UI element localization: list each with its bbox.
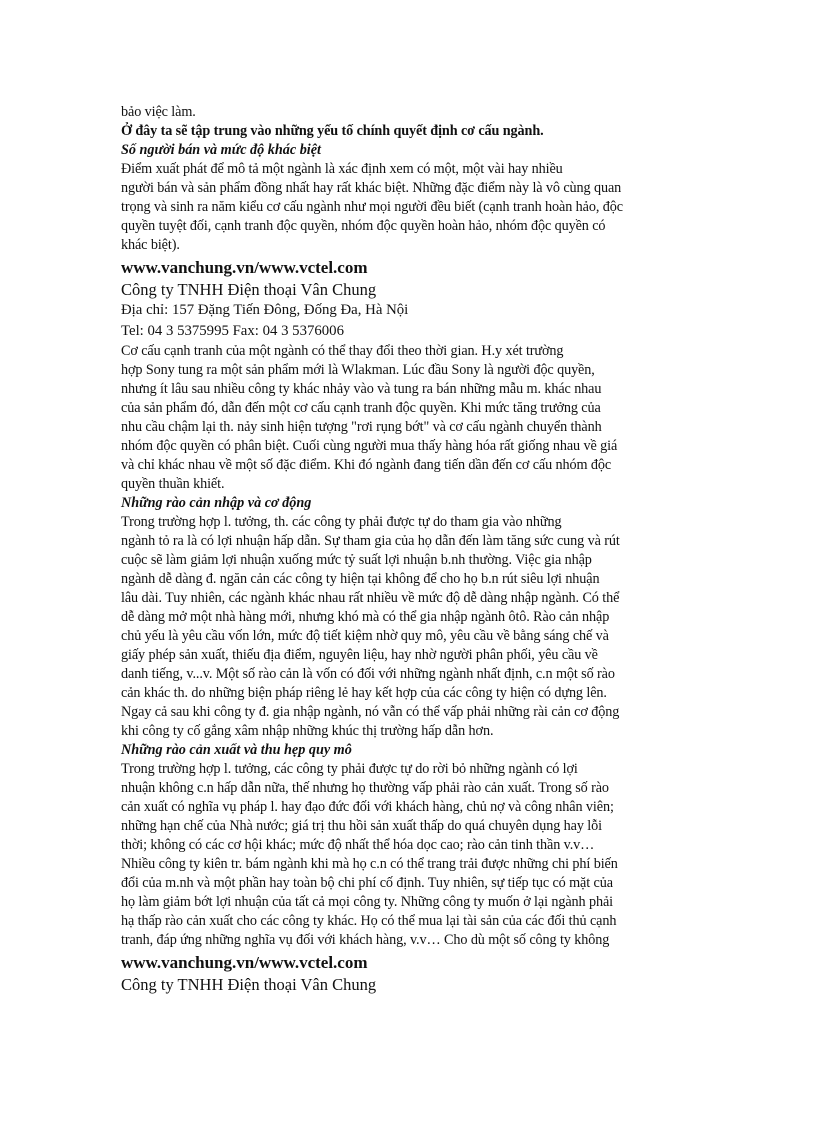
company-phone: Tel: 04 3 5375995 Fax: 04 3 5376006	[121, 323, 344, 339]
text-line: quyền thuần khiết.	[121, 476, 225, 492]
text-line: nhuận không c.n hấp dẫn nữa, thế nhưng họ thường vấp phải rào cản xuất. Trong số rào	[121, 780, 609, 796]
text-line: trọng và sinh ra năm kiểu cơ cấu ngành như mọi người đều biết (cạnh tranh hoàn hảo, độc	[121, 199, 623, 215]
text-line: Nhiều công ty kiên tr. bám ngành khi mà họ c.n có thể trang trải được những chi phí biến	[121, 856, 618, 872]
website-link-footer[interactable]: www.vanchung.vn/www.vctel.com	[121, 953, 368, 972]
text-line: ngành tỏ ra là có lợi nhuận hấp dẫn. Sự tham gia của họ dẫn đến làm tăng sức cung và rút	[121, 533, 620, 549]
text-line: khi công ty cố gắng xâm nhập những khúc thị trường hấp dẫn hơn.	[121, 723, 494, 739]
text-line: nhu cầu chậm lại th. nảy sinh hiện tượng "rơi rụng bớt" và cơ cấu ngành chuyển thành	[121, 419, 602, 435]
text-line: Cơ cấu cạnh tranh của một ngành có thể thay đổi theo thời gian. H.y xét trường	[121, 343, 564, 359]
text-line: danh tiếng, v...v. Một số rào cản là vốn có đối với những ngành nhất định, c.n một số rào	[121, 666, 615, 682]
company-name-footer: Công ty TNHH Điện thoại Vân Chung	[121, 975, 377, 994]
text-line: lâu dài. Tuy nhiên, các ngành khác nhau rất nhiều về mức độ dễ dàng nhập ngành. Có thể	[121, 590, 620, 606]
intro-line: bảo việc làm.	[121, 104, 196, 120]
section2-body	[121, 513, 701, 741]
text-line: của sản phẩm đó, dẫn đến một cơ cấu cạnh tranh độc quyền. Khi mức tăng trưởng của	[121, 400, 601, 416]
section2-heading: Những rào cản nhập và cơ động	[121, 495, 312, 511]
section1-heading: Số người bán và mức độ khác biệt	[121, 142, 321, 158]
text-line: dễ dàng mở một nhà hàng mới, nhưng khó mà có thể gia nhập ngành ôtô. Rào cản nhập	[121, 609, 610, 625]
text-line: nhưng ít lâu sau nhiều công ty khác nhảy vào và tung ra bán những mẫu m. khác nhau	[121, 381, 602, 397]
text-line: giấy phép sản xuất, thiếu địa điểm, nguyên liệu, hay nhờ người phân phối, yêu cầu về	[121, 647, 598, 663]
text-line: Trong trường hợp l. tưởng, các công ty phải được tự do rời bỏ những ngành có lợi	[121, 761, 578, 777]
text-line: Điểm xuất phát để mô tả một ngành là xác định xem có một, một vài hay nhiều	[121, 161, 563, 177]
text-line: họ làm giảm bớt lợi nhuận của tất cả mọi công ty. Những công ty muốn ở lại ngành phải	[121, 894, 614, 910]
text-line: khác biệt).	[121, 237, 180, 253]
text-line: hợp Sony tung ra một sản phẩm mới là Wlakman. Lúc đầu Sony là người độc quyền,	[121, 362, 595, 378]
text-line: những hạn chế của Nhà nước; giá trị thu hồi sản xuất thấp do quá chuyên dụng hay lỗi	[121, 818, 602, 834]
text-line: đổi của m.nh và một phần hay toàn bộ chi phí cố định. Tuy nhiên, sự tiếp tục có mặt của	[121, 875, 613, 891]
text-line: Trong trường hợp l. tưởng, th. các công ty phải được tự do tham gia vào những	[121, 514, 562, 530]
paragraph2-body	[121, 342, 701, 494]
text-line: và chỉ khác nhau về một số đặc điểm. Khi đó ngành đang tiến dần đến cơ cấu nhóm độc	[121, 457, 612, 473]
text-line: Ngay cả sau khi công ty đ. gia nhập ngành, nó vẫn có thể vấp phải những rài cản cơ động	[121, 704, 620, 720]
text-line: cản xuất có nghĩa vụ pháp l. hay đạo đức đối với khách hàng, chủ nợ và công nhân viên;	[121, 799, 614, 815]
text-line: quyền tuyệt đối, cạnh tranh độc quyền, nhóm độc quyền hoàn hảo, nhóm độc quyền có	[121, 218, 606, 234]
text-line: cản khác th. do những biện pháp riêng lẻ hay kết hợp của các công ty hiện có dựng lên.	[121, 685, 607, 701]
section3-heading: Những rào cản xuất và thu hẹp quy mô	[121, 742, 352, 758]
document-page	[121, 103, 701, 995]
text-line: tranh, đáp ứng những nghĩa vụ đối với khách hàng, v.v… Cho dù một số công ty không	[121, 932, 610, 948]
text-line: cuộc sẽ làm giảm lợi nhuận xuống mức tỷ suất lợi nhuận b.nh thường. Việc gia nhập	[121, 552, 592, 568]
text-line: hạ thấp rào cản xuất cho các công ty khác. Họ có thể mua lại tài sản của các đối thủ cạnh	[121, 913, 617, 929]
company-address: Địa chỉ: 157 Đặng Tiến Đông, Đống Đa, Hà Nội	[121, 302, 409, 318]
section3-body	[121, 760, 701, 950]
website-link[interactable]: www.vanchung.vn/www.vctel.com	[121, 258, 368, 277]
section1-body	[121, 160, 701, 255]
company-name: Công ty TNHH Điện thoại Vân Chung	[121, 280, 377, 299]
text-line: ngành dễ dàng đ. ngăn cản các công ty hiện tại không để cho họ b.n rút siêu lợi nhuận	[121, 571, 600, 587]
focus-statement: Ở đây ta sẽ tập trung vào những yếu tố chính quyết định cơ cấu ngành.	[121, 123, 544, 139]
text-line: thời; không có các cơ hội khác; mức độ nhất thể hóa dọc cao; rào cản tinh thần v.v…	[121, 837, 595, 853]
text-line: người bán và sản phẩm đồng nhất hay rất khác biệt. Những đặc điểm này là vô cùng quan	[121, 180, 622, 196]
text-line: nhóm độc quyền có phân biệt. Cuối cùng người mua thấy hàng hóa rất giống nhau về giá	[121, 438, 618, 454]
text-line: chủ yếu là yêu cầu vốn lớn, mức độ tiết kiệm nhờ quy mô, yêu cầu về bằng sáng chế và	[121, 628, 609, 644]
